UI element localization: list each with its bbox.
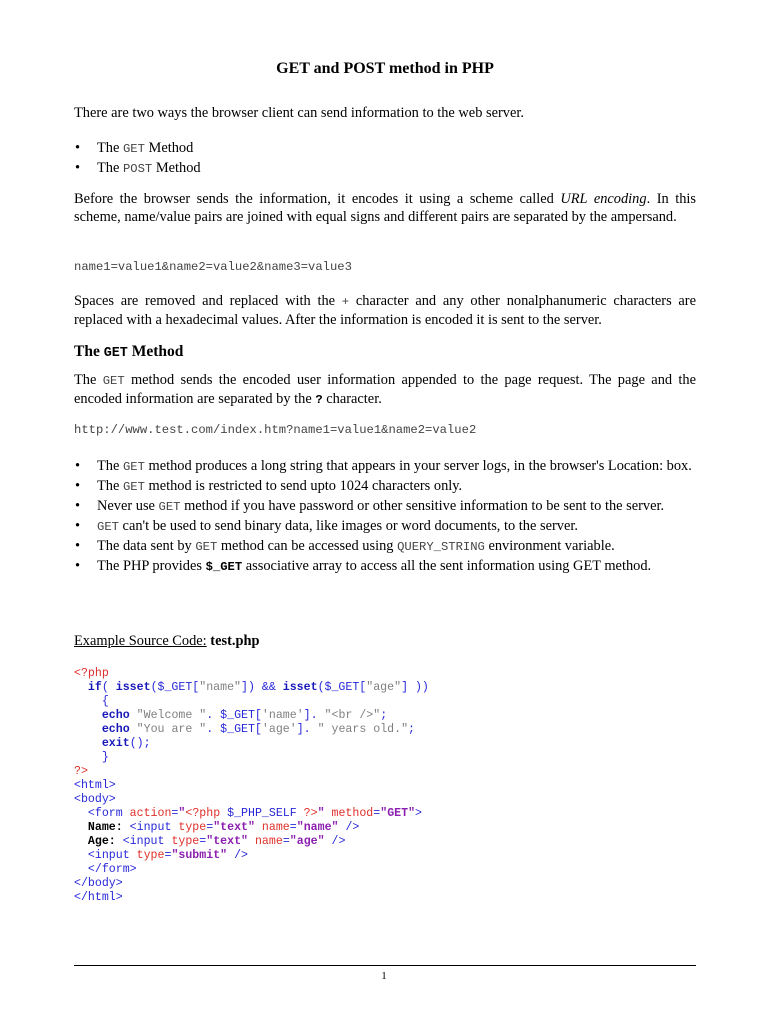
code-line: if( isset($_GET["name"]) && isset($_GET["age"] )): [87, 681, 429, 694]
code-line: <?php: [74, 667, 109, 680]
code-line: </body>: [74, 877, 123, 890]
code-line: Age: <input type="text" name="age" />: [87, 835, 346, 848]
methods-list: [74, 139, 696, 179]
example-source-label: Example Source Code: test.php: [74, 633, 260, 649]
footer-rule: [74, 965, 696, 966]
code-line: echo "Welcome ". $_GET['name']. "<br />";: [101, 709, 388, 722]
list-item: • The POST Method: [74, 159, 696, 178]
code-line: {: [74, 695, 109, 708]
code-line: ?>: [74, 765, 88, 778]
list-item: • The PHP provides $_GET associative array to access all the sent information using GET method.: [74, 557, 696, 576]
get-paragraph: The GET method sends the encoded user information appended to the page request. The page and the encoded information are separated by the ? character.: [74, 372, 696, 407]
list-item: • The data sent by GET method can be accessed using QUERY_STRING environment variable.: [74, 537, 696, 556]
code-line: <input type="submit" />: [74, 849, 248, 862]
get-bullets-list: [74, 457, 696, 577]
code-line: exit();: [101, 737, 151, 750]
code-line: </html>: [74, 891, 123, 904]
code-line: <html>: [74, 779, 116, 792]
code-line: Name: <input type="text" name="name" />: [87, 821, 360, 834]
document-title: GET and POST method in PHP: [276, 60, 494, 77]
intro-paragraph: There are two ways the browser client can send information to the web server.: [74, 105, 524, 121]
code-line: echo "You are ". $_GET['age']. " years old.";: [101, 723, 415, 736]
list-item: • GET can't be used to send binary data, like images or word documents, to the server.: [74, 517, 696, 536]
list-item: • The GET method produces a long string that appears in your server logs, in the browser's Location: box.: [74, 457, 696, 476]
code-block: [74, 667, 696, 905]
get-url-example: http://www.test.com/index.htm?name1=value1&name2=value2: [74, 423, 477, 437]
code-line: <body>: [74, 793, 116, 806]
code-line: </form>: [74, 863, 137, 876]
get-method-heading: The GET Method: [74, 343, 184, 361]
code-line: <form action="<?php $_PHP_SELF ?>" method="GET">: [74, 807, 422, 820]
spaces-paragraph: Spaces are removed and replaced with the + character and any other nonalphanumeric characters are replaced with a hexadecimal values. After the information is encoded it is sent to the server.: [74, 293, 696, 328]
encoding-paragraph: Before the browser sends the information, it encodes it using a scheme called URL encoding. In this scheme, name/value pairs are joined with equal signs and different pairs are separated by the ampersand.: [74, 191, 696, 225]
encoding-example: name1=value1&name2=value2&name3=value3: [74, 260, 352, 274]
list-item: • The GET Method: [74, 139, 696, 158]
list-item: • Never use GET method if you have password or other sensitive information to be sent to the server.: [74, 497, 696, 516]
page-number: 1: [381, 970, 387, 982]
list-item: • The GET method is restricted to send upto 1024 characters only.: [74, 477, 696, 496]
code-line: }: [74, 751, 109, 764]
